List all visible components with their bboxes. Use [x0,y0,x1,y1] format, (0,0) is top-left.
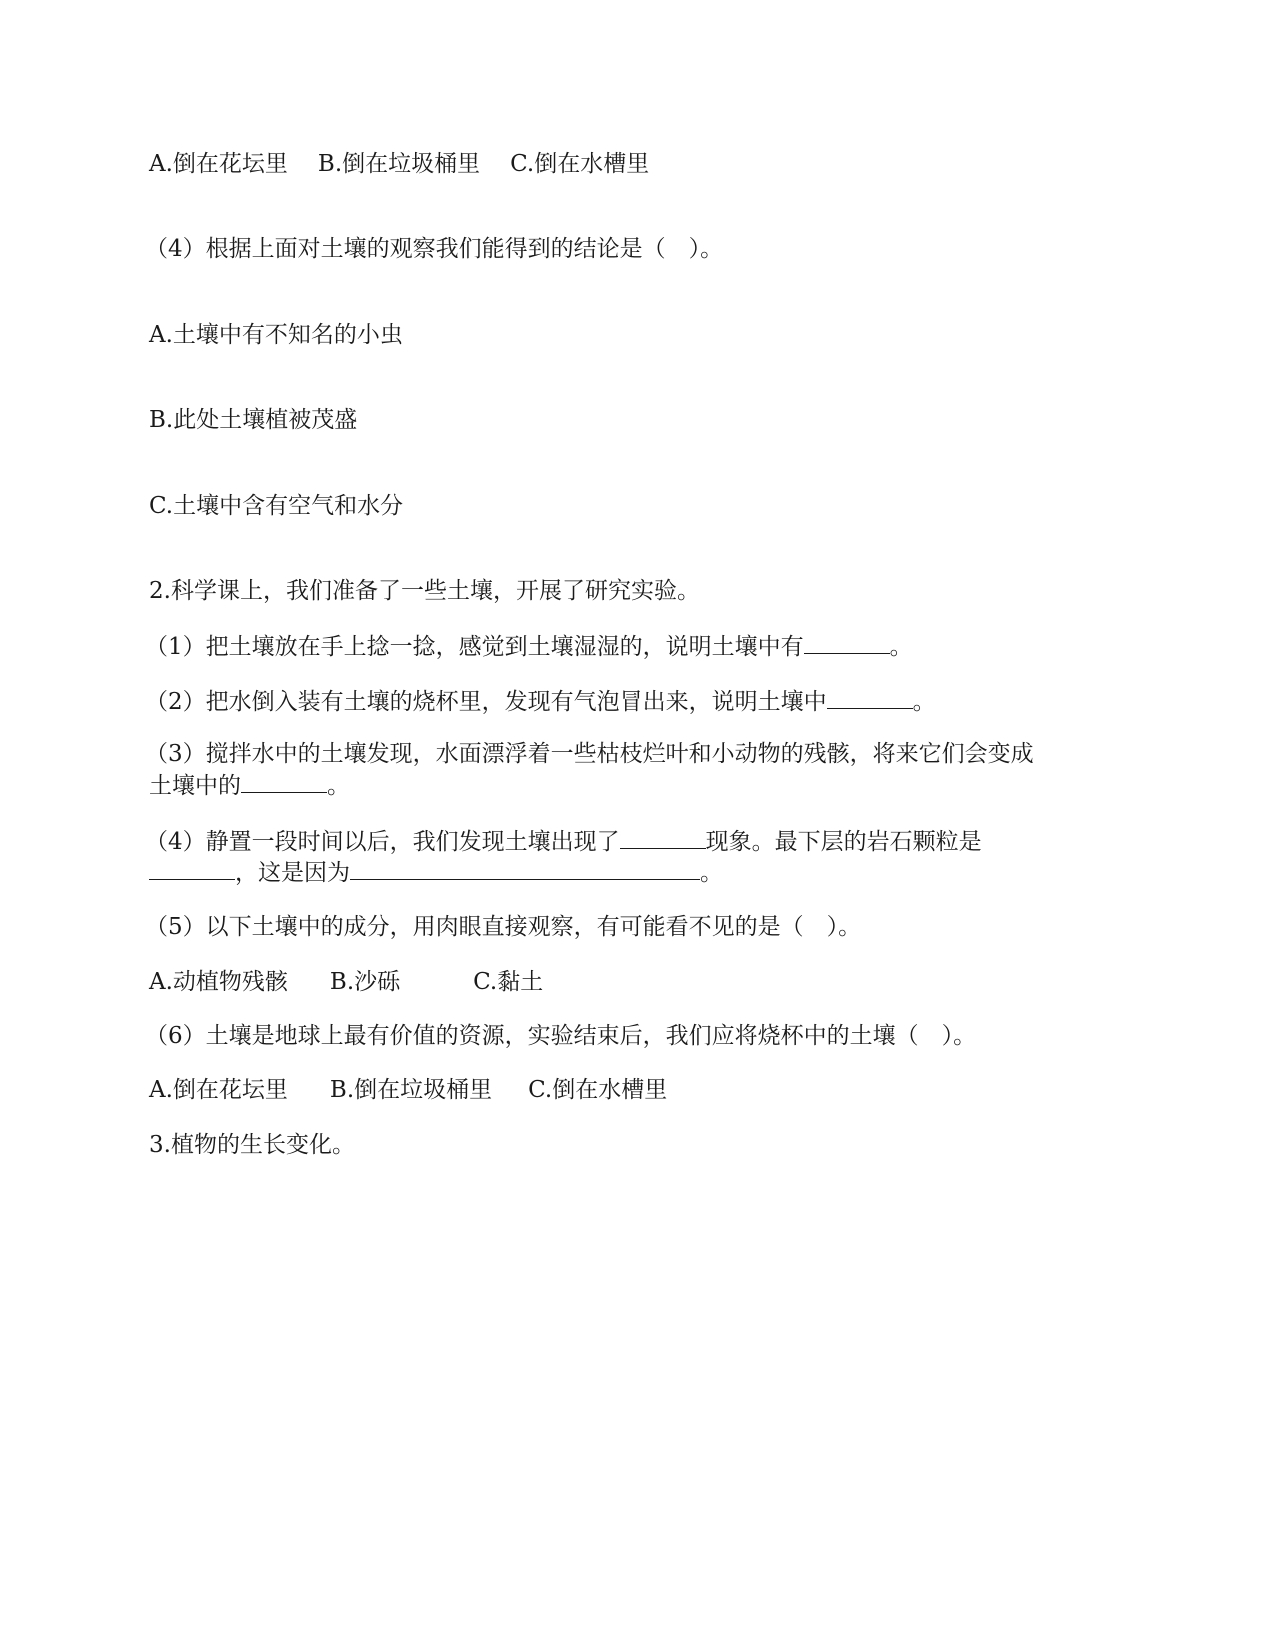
answer-blank[interactable] [241,768,327,793]
option-b: B.倒在垃圾桶里 [317,151,481,177]
question-2-sub-4-line-2 [149,855,723,887]
question-2-sub-6-options [149,1074,667,1106]
answer-blank[interactable] [804,629,890,654]
sub-4-mid: 现象。最下层的岩石颗粒是 [705,829,982,855]
sub-3-end: 。 [327,773,350,799]
question-4-option-c: C.土壤中含有空气和水分 [149,493,404,519]
answer-blank[interactable] [827,684,913,709]
question-2-title: 2.科学课上，我们准备了一些土壤，开展了研究实验。 [149,578,700,604]
option-c: C.倒在水槽里 [528,1077,668,1103]
sub-1-end: 。 [889,634,913,660]
option-a: A.倒在花坛里 [149,1077,288,1103]
sub-2-end: 。 [912,689,936,715]
sub-4-text: （4）静置一段时间以后，我们发现土壤出现了 [145,829,620,855]
option-c: C.倒在水槽里 [510,151,650,177]
question-2-sub-6-stem: （6）土壤是地球上最有价值的资源，实验结束后，我们应将烧杯中的土壤（ ）。 [145,1023,977,1049]
sub-1-text: （1）把土壤放在手上捻一捻，感觉到土壤湿湿的，说明土壤中有 [145,634,804,660]
answer-blank[interactable] [620,824,706,849]
sub-4-end: 。 [700,860,723,886]
question-2-sub-5-stem: （5）以下土壤中的成分，用肉眼直接观察，有可能看不见的是（ ）。 [145,914,862,940]
question-2-sub-3-line-1: （3）搅拌水中的土壤发现，水面漂浮着一些枯枝烂叶和小动物的残骸，将来它们会变成 [145,741,1034,767]
answer-blank[interactable] [149,855,235,880]
sub-2-text: （2）把水倒入装有土壤的烧杯里，发现有气泡冒出来，说明土壤中 [145,689,827,715]
option-c: C.黏土 [473,969,544,995]
question-4-option-a: A.土壤中有不知名的小虫 [149,322,403,348]
question-4-stem: （4）根据上面对土壤的观察我们能得到的结论是（ ）。 [145,236,724,262]
sub-4-line-2-text: ，这是因为 [235,860,350,886]
question-2-sub-2 [145,684,936,716]
option-a: A.倒在花坛里 [149,151,288,177]
question-2-sub-3-line-2 [149,768,350,800]
question-2-sub-1 [145,629,913,661]
question-4-option-b: B.此处土壤植被茂盛 [149,407,358,433]
option-a: A.动植物残骸 [149,969,288,995]
question-2-sub-5-options [149,966,543,998]
question-2-sub-4-line-1 [145,824,982,856]
question-3-title: 3.植物的生长变化。 [149,1132,355,1158]
prev-options-row [149,148,649,180]
answer-blank-long[interactable] [350,855,700,880]
option-b: B.沙砾 [329,969,401,995]
sub-3-text: 土壤中的 [149,773,241,799]
option-b: B.倒在垃圾桶里 [329,1077,493,1103]
